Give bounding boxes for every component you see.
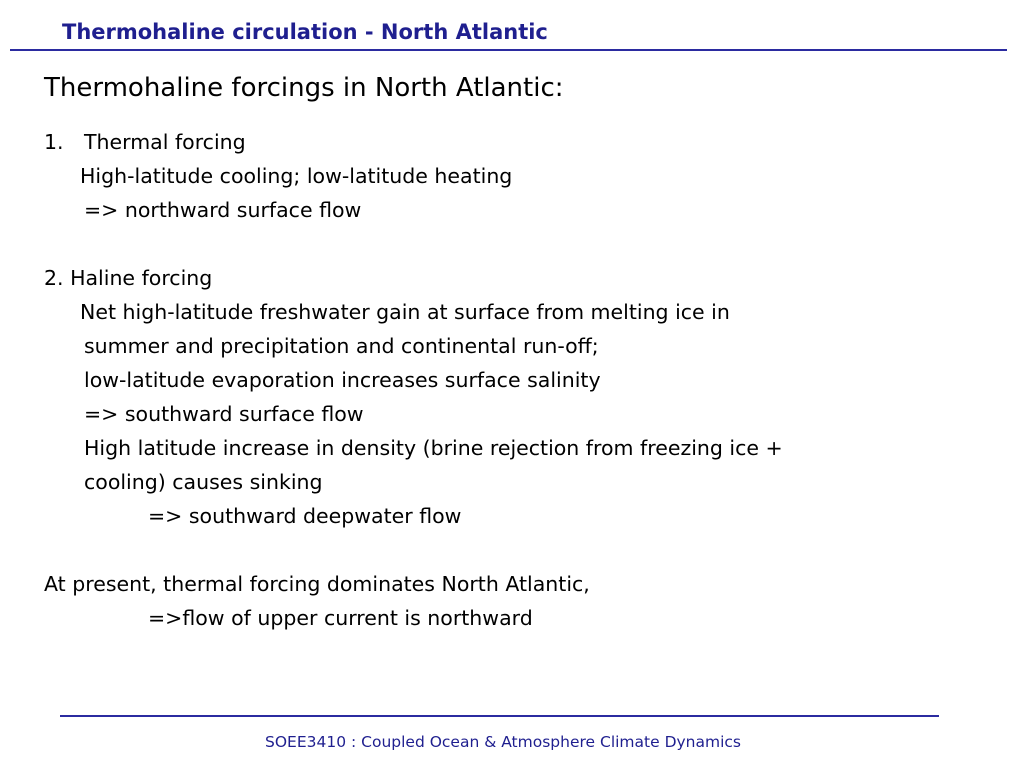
body-line: High-latitude cooling; low-latitude heating — [80, 164, 513, 188]
body-line: => northward surface flow — [84, 198, 362, 222]
body-line: At present, thermal forcing dominates North Atlantic, — [44, 572, 590, 596]
footer-course-title: SOEE3410 : Coupled Ocean & Atmosphere Climate Dynamics — [264, 733, 741, 751]
body-line: Net high-latitude freshwater gain at surface from melting ice in — [80, 300, 730, 324]
body-line: cooling) causes sinking — [84, 470, 323, 494]
title-divider — [10, 49, 1007, 51]
paragraph-gap — [44, 227, 994, 261]
content-body — [44, 125, 994, 635]
slide-content — [44, 68, 994, 635]
body-line: low-latitude evaporation increases surface salinity — [84, 368, 601, 392]
body-line: => southward deepwater flow — [148, 504, 462, 528]
slide-title: Thermohaline circulation - North Atlantic — [62, 20, 548, 44]
list-item-label: Thermal forcing — [84, 130, 246, 154]
content-heading: Thermohaline forcings in North Atlantic: — [44, 73, 564, 103]
body-line: =>flow of upper current is northward — [148, 606, 533, 630]
list-number: 1. — [44, 130, 64, 154]
footer-divider — [60, 715, 939, 717]
list-item-haline-forcing: 2. Haline forcing — [44, 266, 213, 290]
paragraph-gap — [44, 533, 994, 567]
body-line: summer and precipitation and continental run-off; — [84, 334, 599, 358]
list-item-thermal-forcing — [44, 125, 994, 159]
body-line: => southward surface flow — [84, 402, 364, 426]
body-line: High latitude increase in density (brine rejection from freezing ice + — [84, 436, 783, 460]
